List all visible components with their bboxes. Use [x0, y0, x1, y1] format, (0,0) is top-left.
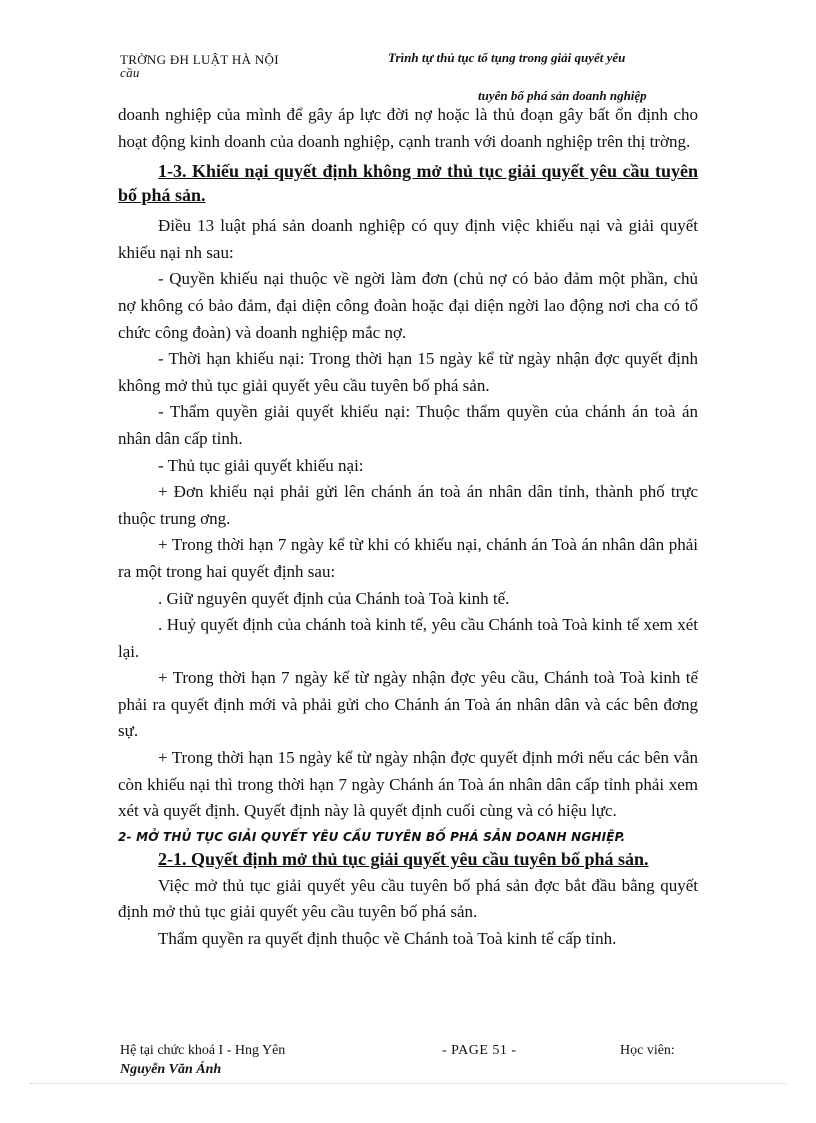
paragraph: + Trong thời hạn 7 ngày kể từ ngày nhận đợc yêu cầu, Chánh toà Toà kinh tế phải ra quyết định mới và phải gửi cho Chánh án Toà án nhân dân và các bên đơng sự. — [118, 668, 698, 741]
paragraph: - Thời hạn khiếu nại: Trong thời hạn 15 ngày kể từ ngày nhận đợc quyết định không mở thủ tục giải quyết yêu cầu tuyên bố phá sản. — [118, 349, 698, 395]
section-heading-1-3: 1-3. Khiếu nại quyết định không mở thủ tục giải quyết yêu cầu tuyên bố phá sản. — [118, 161, 698, 206]
paragraph: - Quyền khiếu nại thuộc về ngời làm đơn (chủ nợ có bảo đảm một phần, chủ nợ không có bảo đảm, đại diện công đoàn hoặc đại diện ngời lao động nơi cha có tổ chức công đoàn) và doanh nghiệp mắc nợ. — [118, 269, 698, 342]
paragraph: - Thẩm quyền giải quyết khiếu nại: Thuộc thẩm quyền của chánh án toà án nhân dân cấp tỉnh. — [118, 402, 698, 448]
header-title-line2: tuyên bố phá sản doanh nghiệp — [478, 88, 647, 103]
footer-page-number: - PAGE 51 - — [442, 1043, 517, 1058]
section-heading-2-1: 2-1. Quyết định mở thủ tục giải quyết yêu cầu tuyên bố phá sản. — [158, 848, 649, 869]
paragraph: doanh nghiệp của mình để gây áp lực đời nợ hoặc là thủ đoạn gây bất ổn định cho hoạt động kinh doanh của doanh nghiệp, cạnh tranh với doanh nghiệp trên thị trờng. — [118, 105, 698, 151]
paragraph: - Thủ tục giải quyết khiếu nại: — [158, 455, 364, 475]
footer-student-name: Nguyễn Văn Ánh — [120, 1062, 222, 1077]
footer-student-label: Học viên: — [620, 1043, 675, 1058]
header-school — [120, 53, 320, 79]
section-heading-2: 2- MỞ THỦ TỤC GIẢI QUYẾT YÊU CẦU TUYÊN BỐ PHÁ SẢN DOANH NGHIỆP. — [118, 829, 626, 844]
paragraph: + Trong thời hạn 7 ngày kể từ khi có khiếu nại, chánh án Toà án nhân dân phải ra một trong hai quyết định sau: — [118, 535, 698, 581]
paragraph: . Giữ nguyên quyết định của Chánh toà Toà kinh tế. — [158, 588, 510, 608]
paragraph: + Đơn khiếu nại phải gửi lên chánh án toà án nhân dân tỉnh, thành phố trực thuộc trung ơng. — [118, 482, 698, 528]
paragraph: Việc mở thủ tục giải quyết yêu cầu tuyên bố phá sản đợc bắt đầu bằng quyết định mở thủ tục giải quyết yêu cầu tuyên bố phá sản. — [118, 875, 698, 922]
paragraph: . Huỷ quyết định của chánh toà kinh tế, yêu cầu Chánh toà Toà kinh tế xem xét lại. — [118, 615, 698, 661]
paragraph: Điều 13 luật phá sản doanh nghiệp có quy định việc khiếu nại và giải quyết khiếu nại nh sau: — [118, 216, 698, 262]
page-bottom-divider — [30, 1083, 786, 1084]
header-school-line2: cầu — [120, 65, 140, 80]
paragraph: + Trong thời hạn 15 ngày kể từ ngày nhận đợc quyết định mới nếu các bên vẫn còn khiếu nại thì trong thời hạn 7 ngày Chánh án Toà án nhân dân cấp tỉnh phải xem xét và quyết định. Quyết định này là quyết định cuối cùng và có hiệu lực. — [118, 748, 698, 821]
document-body — [118, 102, 698, 953]
paragraph: Thẩm quyền ra quyết định thuộc về Chánh toà Toà kinh tế cấp tỉnh. — [158, 929, 617, 949]
header-title-line1: Trình tự thủ tục tố tụng trong giải quyết yêu — [388, 50, 626, 65]
footer-course: Hệ tại chức khoá I - Hng Yên — [120, 1043, 286, 1058]
header-school-line1: TRỜNG ĐH LUẬT HÀ NỘI — [120, 52, 279, 67]
